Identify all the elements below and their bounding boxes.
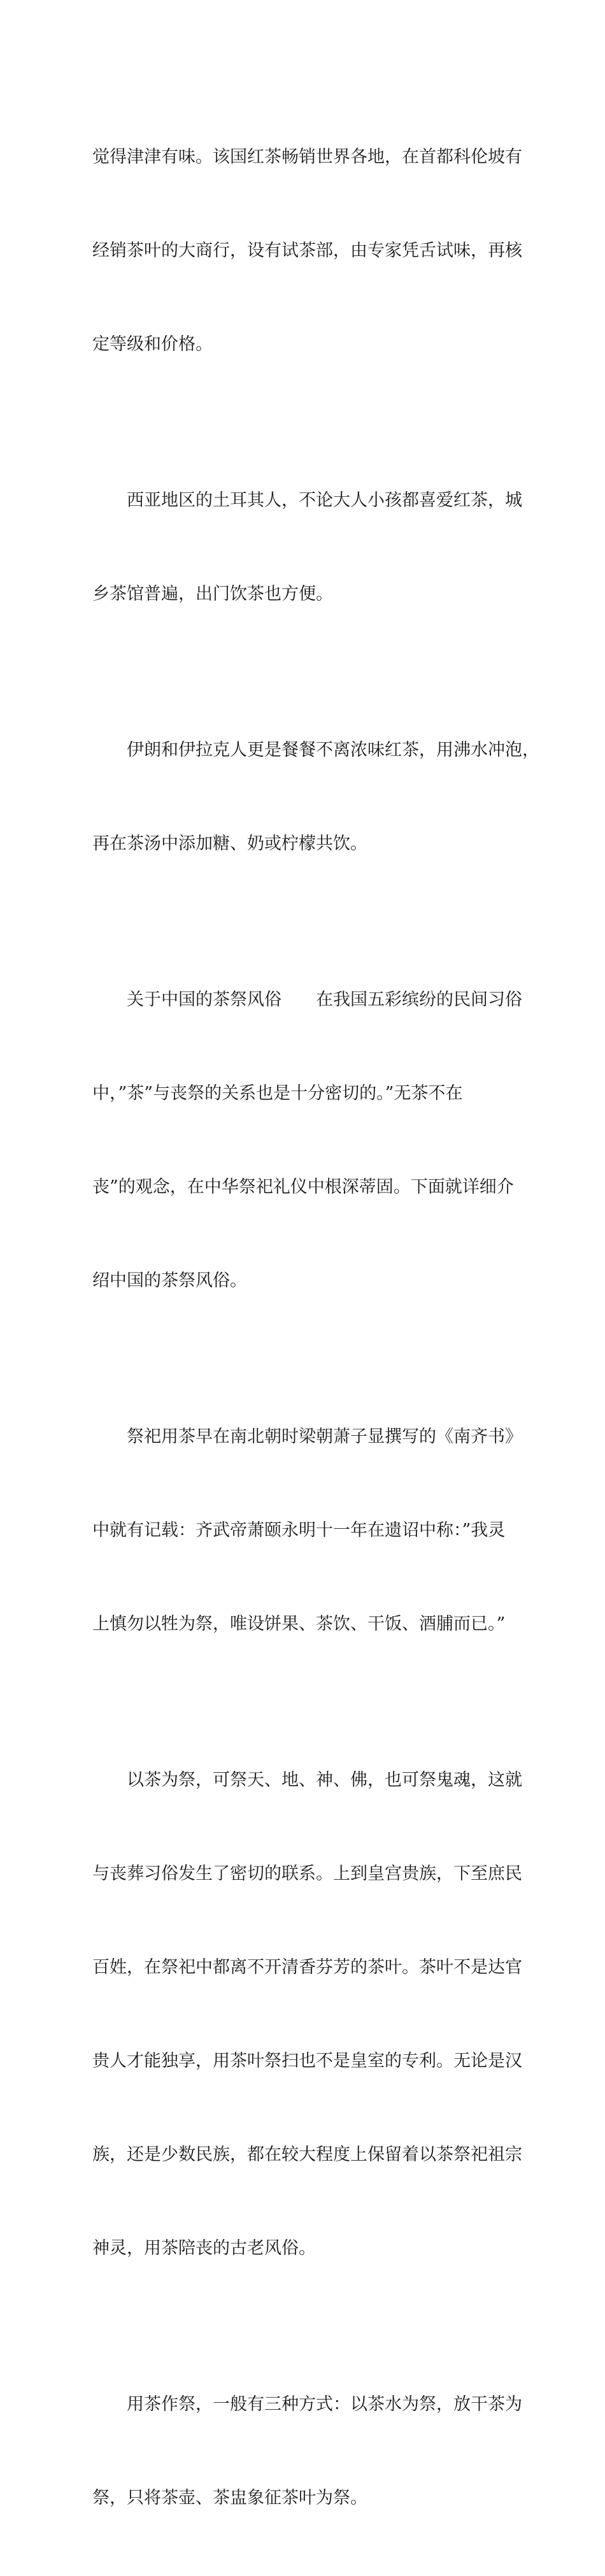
text-line: 中，”茶”与丧祭的关系也是十分密切的。”无茶不在 bbox=[92, 1084, 463, 1103]
paragraph bbox=[92, 422, 522, 672]
text-line: 用茶作祭，一般有三种方式：以茶水为祭，放干茶为 bbox=[127, 2394, 522, 2414]
paragraph bbox=[92, 922, 522, 1359]
text-line: 与丧葬习俗发生了密切的联系。上到皇宫贵族，下至庶民 bbox=[92, 1864, 522, 1884]
text-line: 觉得津津有味。该国红茶畅销世界各地，在首都科伦坡有 bbox=[92, 147, 522, 167]
text-line: 再在茶汤中添加糖、奶或柠檬共饮。 bbox=[92, 834, 367, 854]
text-line: 上慎勿以牲为祭，唯设饼果、茶饮、干饭、酒脯而已。” bbox=[92, 1614, 506, 1634]
text-line: 百姓，在祭祀中都离不开清香芬芳的茶叶。茶叶不是达官 bbox=[92, 1957, 522, 1977]
paragraph bbox=[92, 79, 522, 422]
paragraph bbox=[92, 1702, 522, 2326]
paragraph bbox=[92, 672, 539, 922]
text-line: 祭，只将茶壶、茶盅象征茶叶为祭。 bbox=[92, 2488, 367, 2508]
text-line: 中就有记载：齐武帝萧颐永明十一年在遗诏中称：”我灵 bbox=[92, 1521, 506, 1540]
text-line: 贵人才能独享，用茶叶祭扫也不是皇室的专利。无论是汉 bbox=[92, 2051, 522, 2071]
document-body bbox=[92, 79, 539, 2576]
paragraph bbox=[92, 1359, 522, 1702]
text-line: 族，还是少数民族，都在较大程度上保留着以茶祭祀祖宗 bbox=[92, 2145, 522, 2165]
text-line: 定等级和价格。 bbox=[92, 334, 213, 354]
text-line: 经销茶叶的大商行，设有试茶部，由专家凭舌试味，再核 bbox=[92, 241, 522, 261]
text-line: 伊朗和伊拉克人更是餐餐不离浓味红茶，用沸水冲泡， bbox=[127, 740, 539, 760]
text-line: 祭祀用茶早在南北朝时梁朝萧子显撰写的《南齐书》 bbox=[127, 1427, 522, 1447]
text-line: 神灵，用茶陪丧的古老风俗。 bbox=[92, 2238, 316, 2258]
text-line: 乡茶馆普遍，出门饮茶也方便。 bbox=[92, 584, 333, 604]
text-line: 丧”的观念，在中华祭祀礼仪中根深蒂固。下面就详细介 bbox=[92, 1177, 514, 1197]
text-line: 关于中国的茶祭风俗 在我国五彩缤纷的民间习俗 bbox=[127, 990, 522, 1010]
paragraph bbox=[92, 2326, 522, 2576]
text-line: 西亚地区的土耳其人，不论大人小孩都喜爱红茶，城 bbox=[127, 490, 522, 510]
text-line: 以茶为祭，可祭天、地、神、佛，也可祭鬼魂，这就 bbox=[127, 1770, 522, 1790]
text-line: 绍中国的茶祭风俗。 bbox=[92, 1271, 247, 1291]
